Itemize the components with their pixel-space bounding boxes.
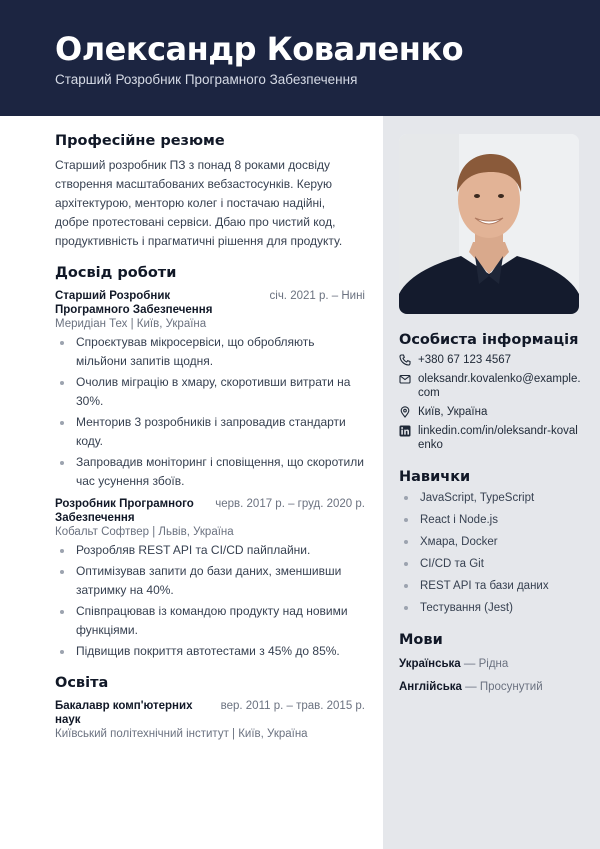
achievement-item: Співпрацював із командою продукту над новими функціями. bbox=[55, 602, 365, 640]
location-text: Київ, Україна bbox=[418, 406, 488, 418]
skill-item: Тестування (Jest) bbox=[399, 601, 584, 615]
job-achievements bbox=[55, 541, 365, 661]
resume-header bbox=[0, 0, 600, 116]
skill-item: Хмара, Docker bbox=[399, 535, 584, 549]
job-achievements bbox=[55, 333, 365, 491]
job-company: Кобальт Софтвер | Львів, Україна bbox=[55, 526, 234, 538]
achievement-item: Оптимізував запити до бази даних, зменшивши затримку на 40%. bbox=[55, 562, 365, 600]
skill-item: REST API та бази даних bbox=[399, 579, 584, 593]
language-name: Українська bbox=[399, 658, 461, 670]
job-entry bbox=[55, 289, 365, 491]
achievement-item: Менторив 3 розробників і запровадив стандарти коду. bbox=[55, 413, 365, 451]
language-item: Українська — Рідна bbox=[399, 658, 509, 670]
achievement-item: Підвищив покриття автотестами з 45% до 85%. bbox=[55, 642, 365, 661]
achievement-item: Очолив міграцію в хмару, скоротивши витрати на 30%. bbox=[55, 373, 365, 411]
achievement-item: Спроєктував мікросервіси, що обробляють мільйони запитів щодня. bbox=[55, 333, 365, 371]
summary-heading: Професійне резюме bbox=[55, 133, 225, 149]
summary-text: Старший розробник ПЗ з понад 8 роками досвіду створення масштабованих вебзастосунків. Керую архітектурою, менторю колег і постачаю надійні, добре протестовані сервіси. Дбаю про чистий код, продуктивність і прагматичні рішення для продукту. bbox=[55, 158, 343, 248]
education-entry bbox=[55, 699, 365, 740]
job-entry bbox=[55, 497, 365, 661]
contact-location bbox=[399, 405, 584, 419]
portrait-illustration bbox=[399, 134, 579, 314]
profile-photo bbox=[399, 134, 579, 314]
skill-item: CI/CD та Git bbox=[399, 557, 584, 571]
achievement-item: Розробляв REST API та CI/CD пайплайни. bbox=[55, 541, 365, 560]
skill-item: JavaScript, TypeScript bbox=[399, 491, 584, 505]
experience-heading: Досвід роботи bbox=[55, 265, 177, 281]
mail-icon bbox=[399, 373, 411, 385]
candidate-title: Старший Розробник Програмного Забезпечення bbox=[55, 72, 358, 87]
language-level: Рідна bbox=[478, 658, 509, 670]
main-column bbox=[55, 116, 365, 740]
email-address[interactable]: oleksandr.kovalenko@example.com bbox=[418, 373, 581, 399]
job-company: Меридіан Тех | Київ, Україна bbox=[55, 318, 207, 330]
personal-info-heading: Особиста інформація bbox=[399, 332, 579, 348]
contact-email bbox=[399, 372, 584, 400]
degree-title: Бакалавр комп'ютерних наук bbox=[55, 700, 193, 726]
candidate-name: Олександр Коваленко bbox=[55, 30, 464, 68]
contact-phone bbox=[399, 353, 584, 367]
education-heading: Освіта bbox=[55, 675, 109, 691]
job-dates: черв. 2017 р. – груд. 2020 р. bbox=[215, 498, 365, 510]
phone-icon bbox=[399, 354, 411, 366]
skills-heading: Навички bbox=[399, 469, 471, 485]
job-dates: січ. 2021 р. – Нині bbox=[269, 290, 365, 302]
skill-item: React і Node.js bbox=[399, 513, 584, 527]
job-title: Розробник Програмного Забезпечення bbox=[55, 498, 194, 524]
language-level: Просунутий bbox=[479, 681, 543, 693]
phone-number: +380 67 123 4567 bbox=[418, 354, 512, 366]
sidebar bbox=[383, 116, 600, 849]
linkedin-url[interactable]: linkedin.com/in/oleksandr-kovalenko bbox=[418, 425, 578, 451]
contact-linkedin bbox=[399, 424, 584, 452]
school-name: Київський політехнічний інститут | Київ, Україна bbox=[55, 728, 308, 740]
linkedin-icon bbox=[399, 425, 411, 437]
achievement-item: Запровадив моніторинг і сповіщення, що скоротили час усунення збоїв. bbox=[55, 453, 365, 491]
education-dates: вер. 2011 р. – трав. 2015 р. bbox=[220, 700, 365, 712]
language-item: Англійська — Просунутий bbox=[399, 681, 543, 693]
job-title: Старший Розробник Програмного Забезпечення bbox=[55, 290, 213, 316]
skills-list bbox=[399, 491, 584, 615]
language-name: Англійська bbox=[399, 681, 462, 693]
languages-heading: Мови bbox=[399, 632, 443, 648]
location-pin-icon bbox=[399, 406, 411, 418]
